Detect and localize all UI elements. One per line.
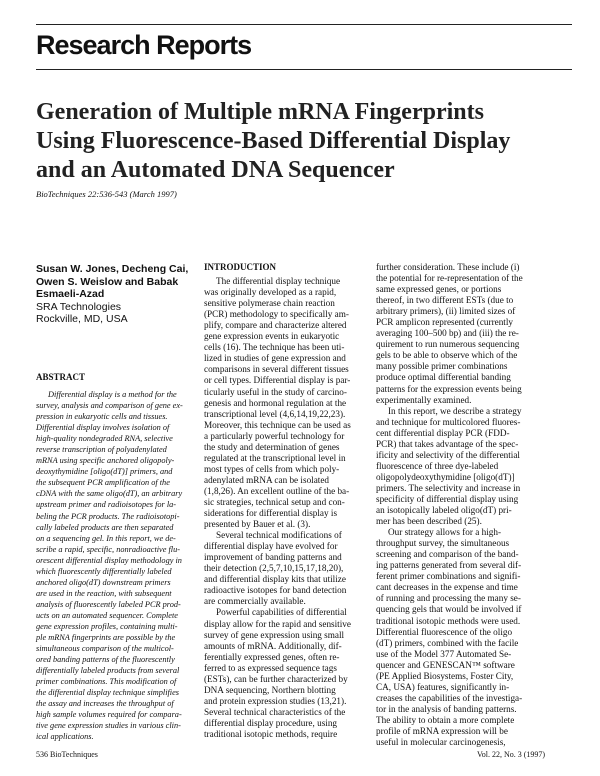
text-line: improvement of banding patterns and — [204, 552, 342, 563]
text-line: and technique for multicolored fluores- — [376, 416, 521, 427]
text-line: of running and processing the many se- — [376, 593, 521, 604]
text-line: ferent primer combinations and signifi- — [376, 571, 521, 582]
text-line: high sample volumes required for compara- — [36, 710, 182, 720]
top-rule — [36, 24, 572, 25]
text-line: gene expression profiles, containing multi- — [36, 621, 178, 631]
abstract-text — [36, 389, 194, 743]
text-line: gene expression events in eukaryotic — [204, 331, 340, 342]
text-line: regulated at the transcriptional level in — [204, 452, 346, 463]
text-line: Several technical modifications of — [216, 530, 342, 541]
introduction-column — [204, 262, 366, 740]
text-line: (dT) primers, combined with the facile — [376, 637, 519, 648]
text-line: use of the Model 377 Automated Se- — [376, 648, 512, 659]
text-line: In this report, we describe a strategy — [388, 405, 522, 416]
footer-volume: Vol. 22, No. 3 (1997) — [477, 750, 546, 759]
text-line: a particularly powerful technology for — [204, 430, 345, 441]
text-line: primers. The selectivity and increase in — [376, 482, 521, 493]
author-names — [36, 263, 196, 301]
author-block — [36, 263, 196, 326]
text-line: fluorescence of three dye-labeled — [376, 460, 499, 471]
text-line: Differential display is a method for the — [48, 390, 177, 399]
footer-page-label: 536 BioTechniques — [36, 750, 98, 759]
text-line: quirement to run numerous sequencing — [376, 339, 520, 350]
title-line: Using Fluorescence-Based Differential Display — [36, 128, 511, 154]
text-line: many possible primer combinations — [376, 361, 508, 372]
text-line: (1,8,26). An excellent outline of the ba- — [204, 485, 350, 496]
text-line: beling the PCR products. The radioisotopi- — [36, 511, 180, 521]
text-line: cant decreases in the expense and time — [376, 582, 518, 593]
text-line: quencing gels that would be involved if — [376, 604, 522, 615]
right-text-column — [376, 262, 538, 748]
citation: BioTechniques 22:536-543 (March 1997) — [36, 189, 177, 199]
text-line: (PCR) methodology to specifically am- — [204, 309, 349, 320]
text-line: are commercially available. — [204, 596, 306, 607]
affiliation-line: SRA Technologies — [36, 300, 122, 313]
text-line: tive gene expression studies in various clin- — [36, 721, 181, 731]
text-line: simultaneous comparison of the multicol- — [36, 644, 174, 654]
text-line: deoxythymidine [oligo(dT)] primers, and — [36, 467, 173, 477]
text-line: the study and determination of genes — [204, 441, 340, 452]
text-line: ificity and selectivity of the differential — [376, 449, 520, 460]
text-line: PCR amplicon represented (currently — [376, 317, 514, 328]
text-line: creases the capabilities of the investiga- — [376, 692, 523, 703]
text-line: quencer and GENESCAN™ software — [376, 659, 515, 670]
text-line: cally labeled products are then separated — [36, 522, 174, 532]
text-line: plify, compare and characterize altered — [204, 320, 347, 331]
text-line: averaging 100–500 bp) and (iii) the re- — [376, 328, 519, 339]
text-line: DNA sequencing, Northern blotting — [204, 684, 336, 695]
text-line: anchored oligo(dT) downstream primers — [36, 577, 171, 587]
text-line: the subsequent PCR amplification of the — [36, 478, 170, 488]
text-line: traditional isotopic methods, require — [204, 728, 338, 739]
text-line: mer has been described (25). — [376, 516, 482, 527]
text-line: Differential display involves isolation of — [36, 423, 170, 433]
introduction-heading: INTRODUCTION — [204, 262, 277, 272]
title-line: and an Automated DNA Sequencer — [36, 157, 395, 183]
text-line: ucts on an automated sequencer. Complete — [36, 610, 178, 620]
text-line: same expressed genes, or portions — [376, 284, 502, 295]
text-line: survey of gene expression using small — [204, 629, 345, 640]
text-line: gels to be able to observe which of the — [376, 350, 518, 361]
text-line: cDNA with the same oligo(dT), an arbitrary — [36, 489, 183, 499]
text-line: or cell types. Differential display is par- — [204, 375, 351, 386]
text-line: Several technical characteristics of the — [204, 706, 346, 717]
text-line: differential display procedure, using — [204, 717, 338, 728]
text-line: (PE Applied Biosystems, Foster City, — [376, 670, 514, 681]
text-line: ical applications. — [36, 732, 94, 742]
author-line: Esmaeli-Azad — [36, 288, 105, 300]
header-rule — [36, 69, 572, 70]
text-line: tor in the analysis of banding patterns. — [376, 703, 517, 714]
text-line: the assay and increases the throughput of — [36, 699, 174, 709]
text-line: specificity of differential display using — [376, 493, 519, 504]
text-line: mRNA using specific anchored oligopoly- — [36, 456, 175, 466]
text-line: differentially labeled products from several — [36, 666, 180, 676]
text-line: which fluorescently differentially labeled — [36, 566, 172, 576]
text-line: are used in the reaction, with subsequent — [36, 588, 172, 598]
text-line: cells (16). The technique has been uti- — [204, 342, 345, 353]
text-line: adenylated mRNA can be isolated — [204, 474, 330, 485]
text-line: experimentally examined. — [376, 394, 472, 405]
text-line: ferred to as expressed sequence tags — [204, 662, 337, 673]
text-line: orescent differential display methodology in — [36, 555, 182, 565]
text-line: PCR) that takes advantage of the spec- — [376, 438, 519, 449]
text-line: lized in studies of gene expression and — [204, 353, 346, 364]
text-line: Powerful capabilities of differential — [216, 607, 347, 618]
text-line: reverse transcription of polyadenylated — [36, 445, 167, 455]
text-line: the potential for re-representation of the — [376, 273, 523, 284]
text-line: differential display have evolved for — [204, 541, 338, 552]
text-line: ferentially expressed genes, often re- — [204, 651, 340, 662]
text-line: ing patterns generated from several dif- — [376, 560, 522, 571]
text-line: was originally developed as a rapid, — [204, 287, 337, 298]
abstract-heading: ABSTRACT — [36, 372, 86, 382]
text-line: radioactive isotopes for band detection — [204, 585, 347, 596]
text-line: sensitive polymerase chain reaction — [204, 298, 335, 309]
text-line: comparisons in several different tissues — [204, 364, 349, 375]
text-line: pression in eukaryotic cells and tissues. — [36, 412, 168, 422]
text-line: throughput survey, the simultaneous — [376, 538, 510, 549]
text-line: and protein expression studies (13,21). — [204, 695, 347, 706]
author-line: Susan W. Jones, Decheng Cai, — [36, 263, 189, 275]
text-line: oligopolydeoxythymidine [oligo(dT)] — [376, 471, 515, 482]
article-title — [36, 98, 576, 185]
title-line: Generation of Multiple mRNA Fingerprints — [36, 99, 484, 125]
text-line: cent differential display PCR (FDD- — [376, 427, 510, 438]
text-line: their detection (2,5,7,10,15,17,18,20), — [204, 563, 344, 574]
text-line: Moreover, this technique can be used as — [204, 419, 351, 430]
text-line: produce optimal differential banding — [376, 372, 511, 383]
text-line: The differential display technique — [216, 276, 341, 287]
text-line: CA, USA) features, significantly in- — [376, 681, 510, 692]
text-line: upstream primer and radioisotopes for la- — [36, 500, 177, 510]
text-line: high-quality nondegraded RNA, selective — [36, 434, 173, 444]
text-line: on a sequencing gel. In this report, we de- — [36, 533, 176, 543]
text-line: amounts of mRNA. Additionally, dif- — [204, 640, 342, 651]
text-line: presented by Bauer et al. (3). — [204, 519, 311, 530]
text-line: patterns for the expression events being — [376, 383, 522, 394]
text-line: arbitrary primers), (ii) limited sizes of — [376, 306, 516, 317]
text-line: The ability to obtain a more complete — [376, 714, 515, 725]
text-line: (ESTs), can be further characterized by — [204, 673, 348, 684]
text-line: scribe a rapid, specific, nonradioactive flu- — [36, 544, 181, 554]
text-line: ored banding patterns of the fluorescently — [36, 655, 175, 665]
text-line: ple mRNA fingerprints are possible by the — [36, 633, 176, 643]
text-line: and differential display kits that utilize — [204, 574, 346, 585]
text-line: analysis of fluorescently labeled PCR prod- — [36, 599, 181, 609]
text-line: the differential display technique simplifies — [36, 688, 180, 698]
text-line: Our strategy allows for a high- — [388, 527, 502, 538]
text-line: traditional isotopic methods were used. — [376, 615, 521, 626]
section-heading: Research Reports — [36, 30, 252, 60]
author-line: Owen S. Weislow and Babak — [36, 275, 179, 288]
text-line: siderations for differential display is — [204, 508, 338, 519]
text-line: ticularly useful in the study of carcino- — [204, 386, 347, 397]
text-line: transcriptional level (4,6,14,19,22,23). — [204, 408, 346, 419]
text-line: display allow for the rapid and sensitive — [204, 618, 351, 629]
text-line: genesis and hormonal regulation at the — [204, 397, 347, 408]
text-line: screening and comparison of the band- — [376, 549, 519, 560]
text-line: most types of cells from which poly- — [204, 463, 340, 474]
text-line: primer combinations. This modification of — [36, 677, 177, 687]
text-line: survey, analysis and comparison of gene ex- — [36, 401, 183, 411]
affiliation-line: Rockville, MD, USA — [36, 313, 128, 325]
text-line: useful in molecular carcinogenesis, — [376, 737, 506, 748]
text-line: sic strategies, technical setup and con- — [204, 496, 345, 507]
text-line: further consideration. These include (i) — [376, 262, 520, 272]
text-line: thereof, in two different ESTs (due to — [376, 295, 514, 306]
text-line: profile of mRNA expression will be — [376, 725, 508, 736]
text-line: Differential fluorescence of the oligo — [376, 626, 513, 637]
text-line: an isotopically labeled oligo(dT) pri- — [376, 505, 512, 516]
